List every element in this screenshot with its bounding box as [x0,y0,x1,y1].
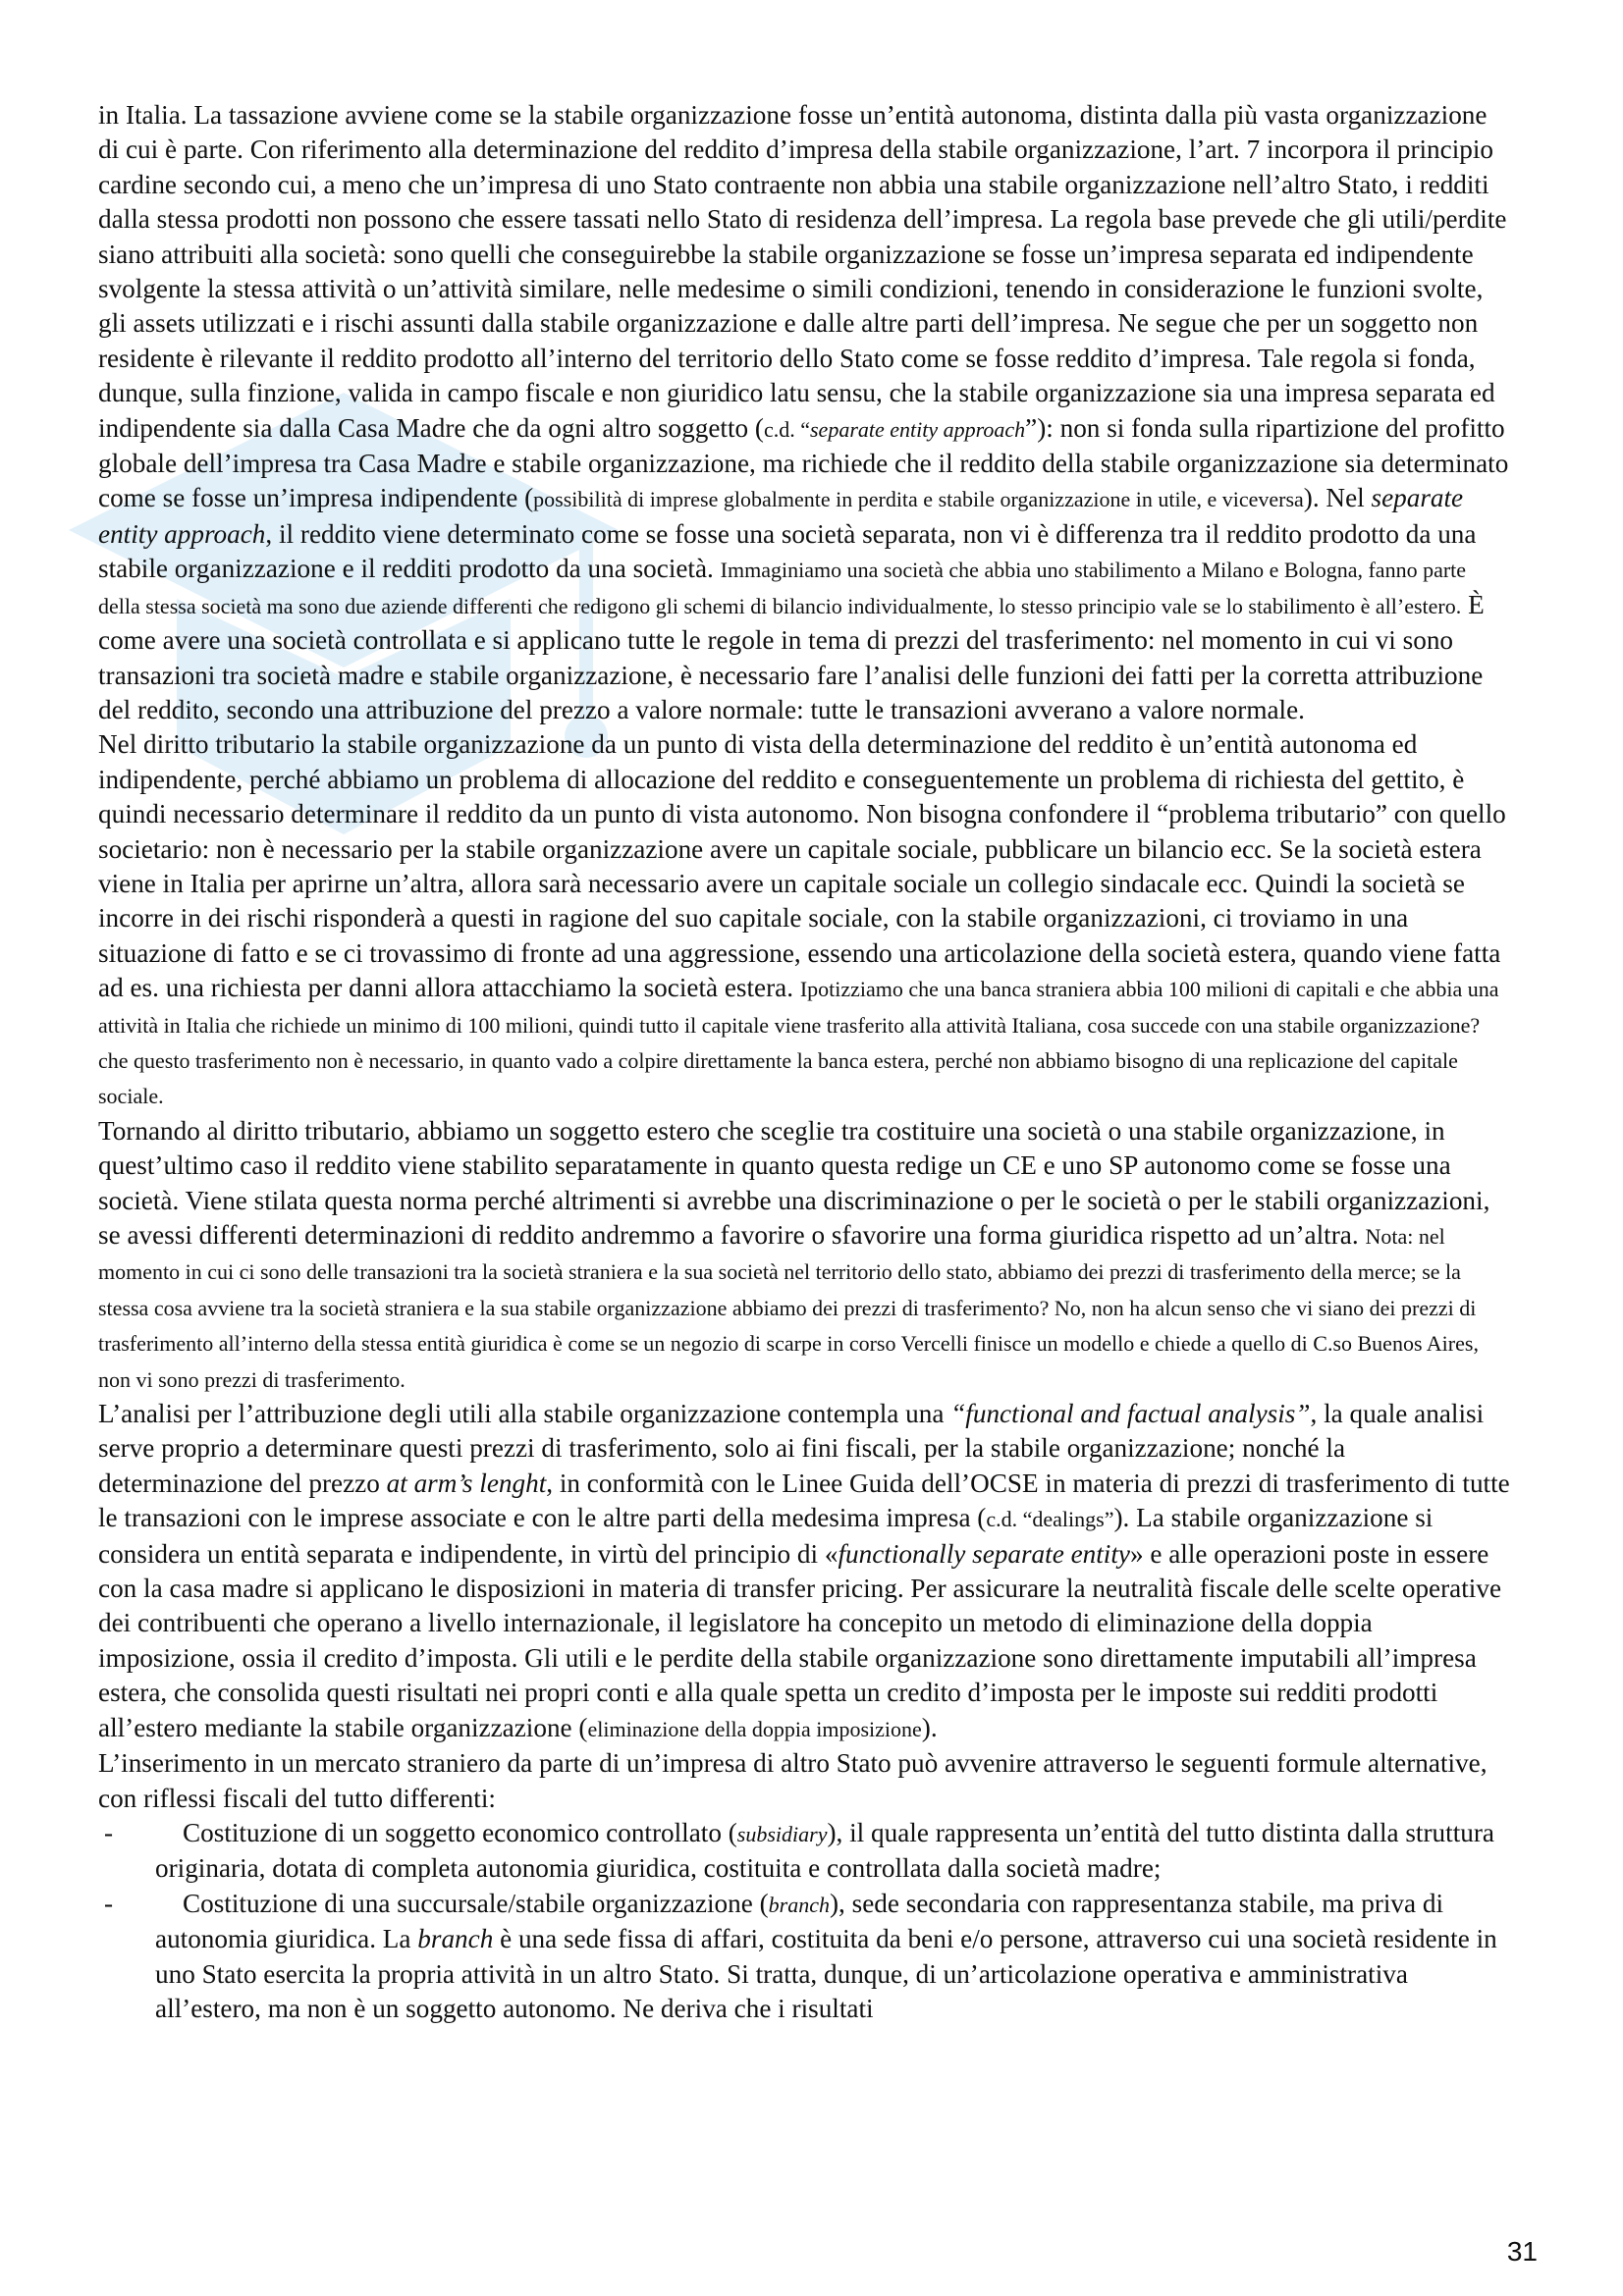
list-bullet: - [104,1817,114,1847]
paragraph-diritto-tributario: Nel diritto tributario la stabile organizzazione da un punto di vista della determinazione del reddito è un’entità autonoma ed indipendente, perché abbiamo un problema di allocazione del reddito e conseguentemente un problema di richiesta del gettito, è quindi necessario determinare il reddito da un punto di vista autonomo. Non bisogna confondere il “problema tributario” con quello societario: non è necessario per la stabile organizzazione avere un capitale sociale, pubblicare un bilancio ecc. Se la società estera viene in Italia per aprirne un’altra, allora sarà necessario avere un capitale sociale un collegio sindacale ecc. Quindi la società se incorre in dei rischi risponderà a questi in ragione del suo capitale sociale, con la stabile organizzazioni, ci troviamo in una situazione di fatto e se ci trovassimo di fronte ad una aggressione, essendo una articolazione della società estera, quando viene fatta ad es. una richiesta per danni allora attacchiamo la società estera. Ipotizziamo che una banca straniera abbia 100 milioni di capitali e che abbia una attività in Italia che richiede un minimo di 100 milioni, quindi tutto il capitale viene trasferito alla attività Italiana, cosa succede con una stabile organizzazione? che questo trasferimento non è necessario, in quanto vado a colpire direttamente la banca estera, perché non abbiamo bisogno di una replicazione del capitale sociale. [98,729,1506,1109]
paragraph-attribuzione-utili: L’analisi per l’attribuzione degli utili alla stabile organizzazione contempla una “functional and factual analysis”, la quale analisi serve proprio a determinare questi prezzi di trasferimento, solo ai fini fiscali, per la stabile organizzazione; nonché la determinazione del prezzo at arm’s lenght, in conformità con le Linee Guida dell’OCSE in materia di prezzi di trasferimento di tutte le transazioni con le imprese associate e con le altre parti della medesima impresa (c.d. “dealings”). La stabile organizzazione si considera un entità separata e indipendente, in virtù del principio di «functionally separate entity» e alle operazioni poste in essere con la casa madre si applicano le disposizioni in materia di transfer pricing. Per assicurare la neutralità fiscale delle scelte operative dei contribuenti che operano a livello internazionale, il legislatore ha concepito un metodo di eliminazione della doppia imposizione, ossia il credito d’imposta. Gli utili e le perdite della stabile organizzazione sono direttamente imputabili all’impresa estera, che consolida questi risultati nei propri conti e alla quale spetta un credito d’imposta per le imposte sui redditi prodotti all’estero mediante la stabile organizzazione (eliminazione della doppia imposizione). [98,1399,1510,1742]
formule-alternative-list [98,1816,1512,2026]
paragraph-soggetto-estero: Tornando al diritto tributario, abbiamo un soggetto estero che sceglie tra costituire una società o una stabile organizzazione, in quest’ultimo caso il reddito viene stabilito separatamente in quanto questa redige un CE e uno SP autonomo come se fosse una società. Viene stilata questa norma perché altrimenti si avrebbe una discriminazione o per le società o per le stabili organizzazioni, se avessi differenti determinazioni di reddito andremmo a favorire o sfavorire una forma giuridica rispetto ad un’altra. Nota: nel momento in cui ci sono delle transazioni tra la società straniera e la sua società nel territorio dello stato, abbiamo dei prezzi di trasferimento della merce; se la stessa cosa avviene tra la società straniera e la sua stabile organizzazione abbiamo dei prezzi di trasferimento? No, non ha alcun senso che vi siano dei prezzi di trasferimento all’interno della stessa entità giuridica è come se un negozio di scarpe in corso Vercelli finisce un modello e chiede a quello di C.so Buenos Aires, non vi sono prezzi di trasferimento. [98,1115,1490,1392]
list-bullet: - [104,1888,114,1918]
list-item-text: Costituzione di una succursale/stabile organizzazione (branch), sede secondaria con rappresentanza stabile, ma priva di autonomia giuridica. La branch è una sede fissa di affari, costituita da beni e/o persone, attraverso cui una società residente in uno Stato esercita la propria attività in un altro Stato. Si tratta, dunque, di un’articolazione operativa e amministrativa all’estero, ma non è un soggetto autonomo. Ne deriva che i risultati [155,1888,1497,2023]
list-item [98,1887,1512,2027]
paragraph-stabile-organizzazione-intro: in Italia. La tassazione avviene come se la stabile organizzazione fosse un’entità autonoma, distinta dalla più vasta organizzazione di cui è parte. Con riferimento alla determinazione del reddito d’impresa della stabile organizzazione, l’art. 7 incorpora il principio cardine secondo cui, a meno che un’impresa di uno Stato contraente non abbia una stabile organizzazione nell’altro Stato, i redditi dalla stessa prodotti non possono che essere tassati nello Stato di residenza dell’impresa. La regola base prevede che gli utili/perdite siano attribuiti alla società: sono quelli che conseguirebbe la stabile organizzazione se fosse un’impresa separata ed indipendente svolgente la stessa attività o un’attività similare, nelle medesime o simili condizioni, tenendo in considerazione le funzioni svolte, gli assets utilizzati e i rischi assunti dalla stabile organizzazione e dalle altre parti dell’impresa. Ne segue che per un soggetto non residente è rilevante il reddito prodotto all’interno del territorio dello Stato come se fosse reddito d’impresa. Tale regola si fonda, dunque, sulla finzione, valida in campo fiscale e non giuridico latu sensu, che la stabile organizzazione sia una impresa separata ed indipendente sia dalla Casa Madre che da ogni altro soggetto (c.d. “separate entity approach”): non si fonda sulla ripartizione del profitto globale dell’impresa tra Casa Madre e stabile organizzazione, ma richiede che il reddito della stabile organizzazione sia determinato come se fosse un’impresa indipendente (possibilità di imprese globalmente in perdita e stabile organizzazione in utile, e viceversa). Nel separate entity approach, il reddito viene determinato come se fosse una società separata, non vi è differenza tra il reddito prodotto da una stabile organizzazione e il redditi prodotto da una società. Immaginiamo una società che abbia uno stabilimento a Milano e Bologna, fanno parte della stessa società ma sono due aziende differenti che redigono gli schemi di bilancio individualmente, lo stesso principio vale se lo stabilimento è all’estero. È come avere una società controllata e si applicano tutte le regole in tema di prezzi del trasferimento: nel momento in cui vi sono transazioni tra società madre e stabile organizzazione, è necessario fare l’analisi delle funzioni dei fatti per la corretta attribuzione del reddito, secondo una attribuzione del prezzo a valore normale: tutte le transazioni avverano a valore normale. [98,100,1509,724]
paragraph-mercato-straniero: L’inserimento in un mercato straniero da parte di un’impresa di altro Stato può avvenire attraverso le seguenti formule alternative, con riflessi fiscali del tutto differenti: [98,1748,1488,1813]
list-item-text: Costituzione di un soggetto economico controllato (subsidiary), il quale rappresenta un’entità del tutto distinta dalla struttura originaria, dotata di completa autonomia giuridica, costituita e controllata dalla società madre; [155,1817,1494,1884]
page-number: 31 [1506,2236,1538,2267]
list-item [98,1816,1512,1887]
document-body [98,98,1512,2026]
